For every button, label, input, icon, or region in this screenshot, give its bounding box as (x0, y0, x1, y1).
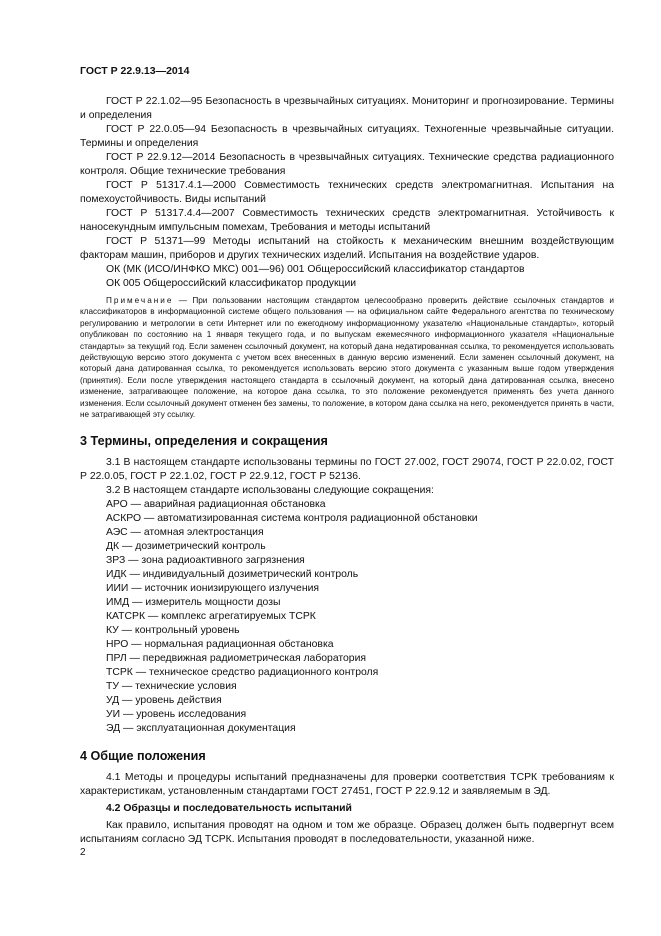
reference-item: ГОСТ Р 22.9.12—2014 Безопасность в чрезвычайных ситуациях. Технические средства радиационного контроля. Общие технические требования (80, 152, 614, 177)
abbreviation-item: НРО — нормальная радиационная обстановка (106, 639, 334, 651)
abbreviation-item: АРО — аварийная радиационная обстановка (106, 499, 326, 511)
document-header: ГОСТ Р 22.9.13—2014 (80, 65, 190, 77)
abbreviation-item: ПРЛ — передвижная радиометрическая лаборатория (106, 653, 367, 665)
page-number: 2 (80, 847, 86, 858)
abbreviation-item: ИДК — индивидуальный дозиметрический контроль (106, 569, 359, 581)
reference-item: ГОСТ Р 51371—99 Методы испытаний на стойкость к механическим внешним воздействующим факторам машин, приборов и других технических изделий. Испытания на воздействие ударов. (80, 236, 614, 261)
section-3-title: 3 Термины, определения и сокращения (80, 434, 328, 449)
reference-item: ГОСТ Р 22.0.05—94 Безопасность в чрезвычайных ситуациях. Техногенные чрезвычайные ситуации. Термины и определения (80, 124, 614, 149)
abbreviations-list (80, 498, 614, 736)
section-3-paragraph-1: 3.1 В настоящем стандарте использованы термины по ГОСТ 27.002, ГОСТ 29074, ГОСТ Р 22.0.02, ГОСТ Р 22.0.05, ГОСТ Р 22.1.02, ГОСТ Р 22.9.12, ГОСТ Р 52136. (80, 457, 614, 483)
abbreviation-item: ТСРК — техническое средство радиационного контроля (106, 667, 379, 679)
reference-item: ГОСТ Р 51317.4.1—2000 Совместимость технических средств электромагнитная. Испытания на помехоустойчивость. Виды испытаний (80, 180, 614, 205)
abbreviation-item: ИМД — измеритель мощности дозы (106, 597, 281, 609)
abbreviation-item: УИ — уровень исследования (106, 709, 247, 721)
section-4-title: 4 Общие положения (80, 749, 206, 764)
reference-item: ГОСТ Р 22.1.02—95 Безопасность в чрезвычайных ситуациях. Мониторинг и прогнозирование. Термины и определения (80, 96, 614, 121)
abbreviation-item: ТУ — технические условия (106, 681, 237, 693)
section-3-paragraph-2: 3.2 В настоящем стандарте использованы следующие сокращения: (106, 485, 434, 497)
subsection-4-2-title: 4.2 Образцы и последовательность испытаний (106, 803, 352, 815)
abbreviation-item: УД — уровень действия (106, 695, 222, 707)
abbreviation-item: ЗРЗ — зона радиоактивного загрязнения (106, 555, 305, 567)
abbreviation-item: АСКРО — автоматизированная система контроля радиационной обстановки (106, 513, 478, 525)
abbreviation-item: ДК — дозиметрический контроль (106, 541, 266, 553)
abbreviation-item: КАТСРК — комплекс агрегатируемых ТСРК (106, 611, 316, 623)
document-body (80, 95, 614, 847)
note-paragraph (80, 295, 614, 420)
section-4-paragraph-1: 4.1 Методы и процедуры испытаний предназначены для проверки соответствия ТСРК требованиям к характеристикам, установленным стандартами ГОСТ 27451, ГОСТ Р 22.9.12 и заявляемым в ЭД. (80, 772, 614, 798)
note-text: — При пользовании настоящим стандартом целесообразно проверить действие ссылочных стандартов и классификаторов в информационной системе общего пользования — на официальном сайте Федерального агентства по техническому регулированию и метрологии в сети Интернет или по ежегодному информационному указателю «Национальные стандарты», который опубликован по состоянию на 1 января текущего года, и по выпускам ежемесячного информационного указателя «Национальные стандарты» за текущий год. Если заменен ссылочный документ, на который дана недатированная ссылка, то рекомендуется использовать действующую версию этого документа с учетом всех внесенных в данную версию изменений. Если заменен ссылочный документ, на который дана датированная ссылка, то рекомендуется использовать версию этого документа с указанным выше годом утверждения (принятия). Если после утверждения настоящего стандарта в ссылочный документ, на который дана датированная ссылка, внесено изменение, затрагивающее положение, на которое дана ссылка, то это положение рекомендуется применять без учета данного изменения. Если ссылочный документ отменен без замены, то положение, в котором дана ссылка на него, рекомендуется принять в части, не затрагивающей эту ссылку. (80, 296, 614, 420)
abbreviation-item: КУ — контрольный уровень (106, 625, 240, 637)
section-4-paragraph-2: Как правило, испытания проводят на одном и том же образце. Образец должен быть подвергнут всем испытаниям согласно ЭД ТСРК. Испытания проводят в последовательности, указанной ниже. (80, 820, 614, 846)
reference-item: ГОСТ Р 51317.4.4—2007 Совместимость технических средств электромагнитная. Устойчивость к наносекундным импульсным помехам, Требования и методы испытаний (80, 208, 614, 233)
note-block (80, 295, 614, 420)
reference-item: ОК (МК (ИСО/ИНФКО МКС) 001—96) 001 Общероссийский классификатор стандартов (106, 264, 525, 275)
normative-references (80, 95, 614, 291)
abbreviation-item: АЭС — атомная электростанция (106, 527, 264, 539)
note-label: Примечание (106, 296, 174, 305)
reference-item: ОК 005 Общероссийский классификатор продукции (106, 278, 357, 289)
abbreviation-item: ЭД — эксплуатационная документация (106, 723, 296, 735)
abbreviation-item: ИИИ — источник ионизирующего излучения (106, 583, 320, 595)
